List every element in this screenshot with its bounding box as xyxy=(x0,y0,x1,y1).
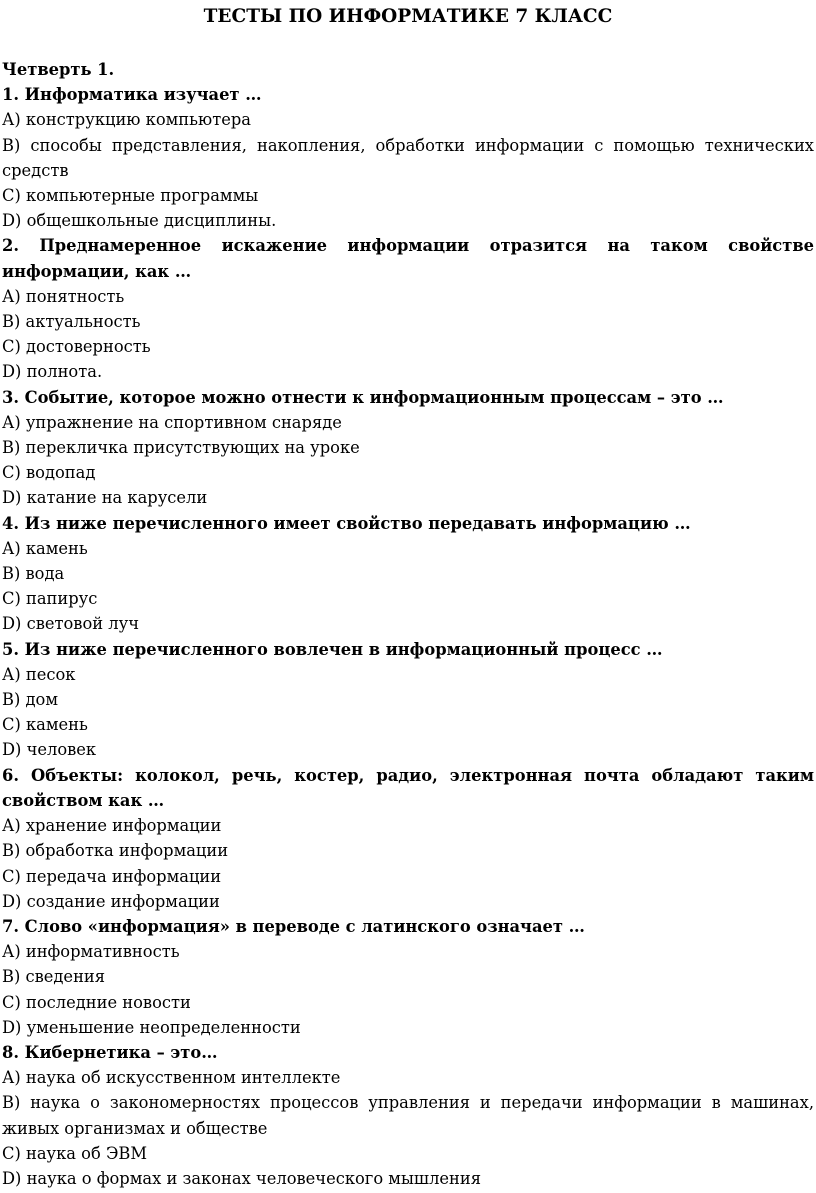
question-2 xyxy=(2,233,814,384)
answer-option-b: В) обработка информации xyxy=(2,841,229,861)
question-text: 4. Из ниже перечисленного имеет свойство передавать информацию … xyxy=(2,513,691,533)
answer-option-d: D) человек xyxy=(2,740,97,760)
answer-option-a: А) понятность xyxy=(2,286,125,306)
question-5 xyxy=(2,637,814,763)
answer-option-b: В) наука о закономерностях процессов управления и передачи информации в машинах, живых организмах и обществе xyxy=(2,1093,814,1138)
question-7 xyxy=(2,914,814,1040)
answer-option-b: В) перекличка присутствующих на уроке xyxy=(2,438,360,458)
question-text: 2. Преднамеренное искажение информации отразится на таком свойстве информации, как … xyxy=(2,236,814,281)
answer-option-d: D) световой луч xyxy=(2,614,139,634)
question-text: 5. Из ниже перечисленного вовлечен в информационный процесс … xyxy=(2,639,663,659)
answer-option-c: С) компьютерные программы xyxy=(2,186,259,206)
question-1 xyxy=(2,82,814,233)
answer-option-a: А) информативность xyxy=(2,942,180,962)
answer-option-c: С) камень xyxy=(2,715,88,735)
question-text: 6. Объекты: колокол, речь, костер, радио, электронная почта обладают таким свойством как … xyxy=(2,765,814,810)
answer-option-d: D) общешкольные дисциплины. xyxy=(2,211,277,231)
question-3 xyxy=(2,385,814,511)
quarter-heading: Четверть 1. xyxy=(2,60,115,79)
answer-option-d: D) создание информации xyxy=(2,891,220,911)
answer-option-d: D) наука о формах и законах человеческого мышления xyxy=(2,1168,482,1188)
answer-option-c: С) достоверность xyxy=(2,337,151,357)
answer-option-a: А) конструкцию компьютера xyxy=(2,110,251,130)
answer-option-a: А) хранение информации xyxy=(2,816,222,836)
question-4 xyxy=(2,511,814,637)
question-text: 1. Информатика изучает … xyxy=(2,85,262,105)
answer-option-a: А) песок xyxy=(2,664,76,684)
answer-option-c: С) передача информации xyxy=(2,866,222,886)
question-text: 8. Кибернетика – это… xyxy=(2,1042,218,1062)
answer-option-c: С) наука об ЭВМ xyxy=(2,1143,148,1163)
answer-option-a: А) наука об искусственном интеллекте xyxy=(2,1068,341,1088)
answer-option-b: В) актуальность xyxy=(2,312,141,332)
answer-option-d: D) уменьшение неопределенности xyxy=(2,1017,301,1037)
answer-option-b: В) дом xyxy=(2,690,58,710)
answer-option-d: D) полнота. xyxy=(2,362,103,382)
answer-option-b: В) сведения xyxy=(2,967,106,987)
question-text: 3. Событие, которое можно отнести к информационным процессам – это … xyxy=(2,387,724,407)
answer-option-a: А) камень xyxy=(2,538,88,558)
answer-option-c: С) последние новости xyxy=(2,992,191,1012)
answer-option-a: А) упражнение на спортивном снаряде xyxy=(2,412,342,432)
page-title: ТЕСТЫ ПО ИНФОРМАТИКЕ 7 КЛАСС xyxy=(203,6,613,27)
answer-option-c: С) водопад xyxy=(2,463,96,483)
question-8 xyxy=(2,1040,814,1191)
answer-option-d: D) катание на карусели xyxy=(2,488,208,508)
question-text: 7. Слово «информация» в переводе с латинского означает … xyxy=(2,916,585,936)
answer-option-b: В) способы представления, накопления, обработки информации с помощью технических средств xyxy=(2,135,814,180)
question-6 xyxy=(2,763,814,914)
answer-option-b: В) вода xyxy=(2,564,65,584)
answer-option-c: С) папирус xyxy=(2,589,98,609)
